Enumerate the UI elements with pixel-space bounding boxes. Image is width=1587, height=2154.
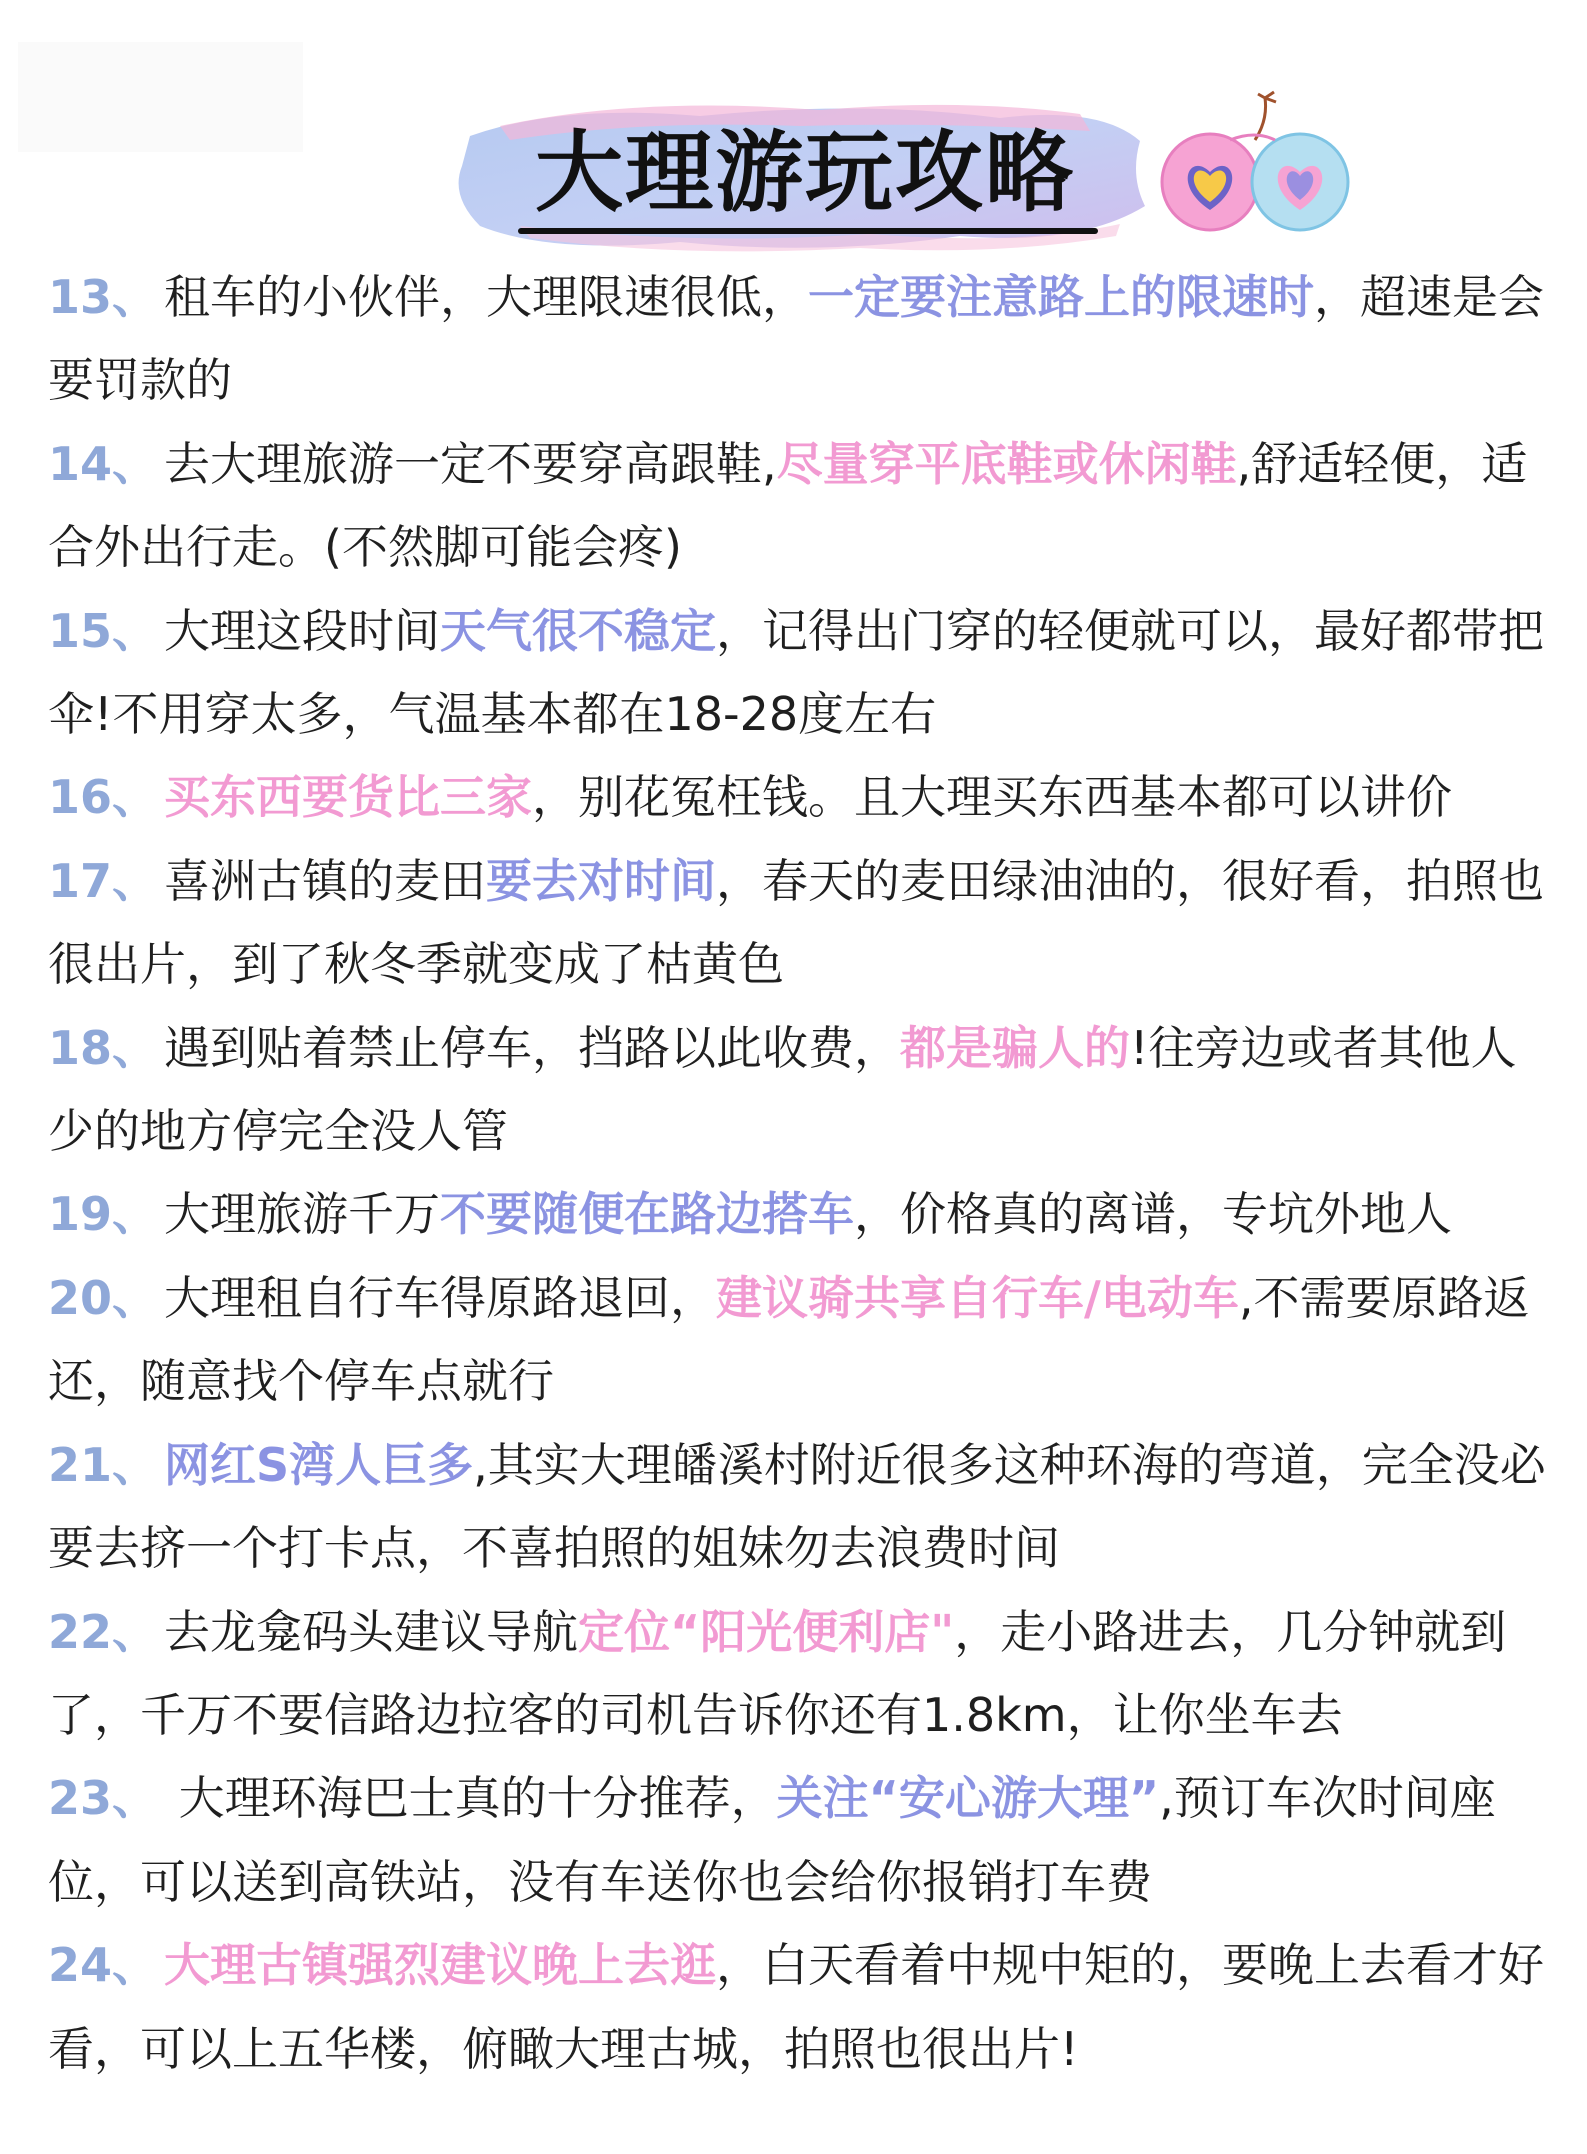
highlight-text: 关注“安心游大理” (776, 1771, 1160, 1826)
tip-item (48, 1924, 1548, 2091)
tip-text: ，白天看着中规中矩的，要晚上去看才好看，可以上五华楼，俯瞰大理古城，拍照也很出片! (48, 1938, 1545, 2076)
tip-text: ，超速是会要罚款的 (48, 270, 1545, 408)
tip-text: ，价格真的离谱，专坑外地人 (854, 1187, 1453, 1242)
tip-text: ，走小路进去，几分钟就到了，千万不要信路边拉客的司机告诉你还有1.8km，让你坐车去 (48, 1604, 1507, 1742)
tip-text: 去大理旅游一定不要穿高跟鞋, (164, 436, 777, 491)
tip-text: ,舒适轻便，适合外出行走。(不然脚可能会疼) (48, 436, 1528, 575)
highlight-text: 一定要注意路上的限速时 (808, 270, 1315, 324)
highlight-text: 定位“阳光便利店" (578, 1604, 955, 1659)
tip-item (48, 1173, 1548, 1256)
tip-text: 大理环海巴士真的十分推荐， (164, 1771, 777, 1826)
tip-text: 大理旅游千万 (164, 1187, 441, 1242)
tip-item (48, 1591, 1548, 1758)
tip-item (48, 1757, 1548, 1924)
tip-text: 大理租自行车得原路退回， (164, 1270, 717, 1325)
highlight-text: 尽量穿平底鞋或休闲鞋 (776, 436, 1237, 491)
tips-list (48, 256, 1548, 2091)
tip-number: 20、 (48, 1270, 159, 1325)
tip-text: ,不需要原路返还，随意找个停车点就行 (48, 1270, 1530, 1409)
tip-text: ,预订车次时间座位，可以送到高铁站，没有车送你也会给你报销打车费 (48, 1771, 1496, 1909)
tip-text: ，春天的麦田绿油油的，很好看，拍照也很出片，到了秋冬季就变成了枯黄色 (48, 853, 1545, 992)
tip-number: 21、 (48, 1437, 159, 1492)
tip-text: ，别花冤枉钱。且大理买东西基本都可以讲价 (532, 770, 1453, 825)
tip-item (48, 256, 1548, 423)
tip-number: 22、 (48, 1604, 159, 1659)
title-underline (518, 228, 1098, 234)
tip-item (48, 840, 1548, 1007)
tip-item (48, 423, 1548, 590)
heart-balloon-icon (1150, 90, 1360, 250)
tip-text: 租车的小伙伴，大理限速很低， (164, 270, 809, 324)
tip-number: 17、 (48, 853, 159, 908)
highlight-text: 天气很不稳定 (440, 603, 717, 658)
tip-item (48, 1257, 1548, 1424)
tip-number: 18、 (48, 1020, 159, 1075)
highlight-text: 大理古镇强烈建议晚上去逛 (164, 1938, 717, 1993)
tip-number: 24、 (48, 1938, 159, 1993)
highlight-text: 买东西要货比三家 (164, 770, 533, 825)
highlight-text: 都是骗人的 (900, 1020, 1131, 1075)
page-title: 大理游玩攻略 (534, 121, 1075, 224)
tip-text: 喜洲古镇的麦田 (164, 853, 487, 908)
title-banner (440, 96, 1160, 266)
tip-text: ，记得出门穿的轻便就可以，最好都带把伞!不用穿太多，气温基本都在18-28度左右 (48, 603, 1545, 742)
tip-number: 16、 (48, 770, 159, 825)
tip-text: 去龙龛码头建议导航 (164, 1604, 579, 1659)
tip-item (48, 756, 1548, 839)
tip-item (48, 590, 1548, 757)
highlight-text: 建议骑共享自行车/电动车 (716, 1270, 1239, 1325)
corner-watermark-area (18, 42, 303, 152)
tip-text: 大理这段时间 (164, 603, 441, 658)
highlight-text: 要去对时间 (486, 853, 717, 908)
tip-number: 15、 (48, 603, 159, 658)
tip-item (48, 1007, 1548, 1174)
highlight-text: 网红S湾人巨多 (164, 1437, 474, 1492)
tip-number: 19、 (48, 1187, 159, 1242)
tip-text: !往旁边或者其他人少的地方停完全没人管 (48, 1020, 1517, 1159)
tip-number: 23、 (48, 1771, 159, 1826)
tip-item (48, 1424, 1548, 1591)
tip-text: ,其实大理皤溪村附近很多这种环海的弯道，完全没必要去挤一个打卡点，不喜拍照的姐妹勿去浪费时间 (48, 1437, 1546, 1576)
tip-number: 13、 (48, 270, 159, 324)
tip-text: 遇到贴着禁止停车，挡路以此收费， (164, 1020, 901, 1075)
highlight-text: 不要随便在路边搭车 (440, 1187, 855, 1242)
tip-number: 14、 (48, 436, 159, 491)
